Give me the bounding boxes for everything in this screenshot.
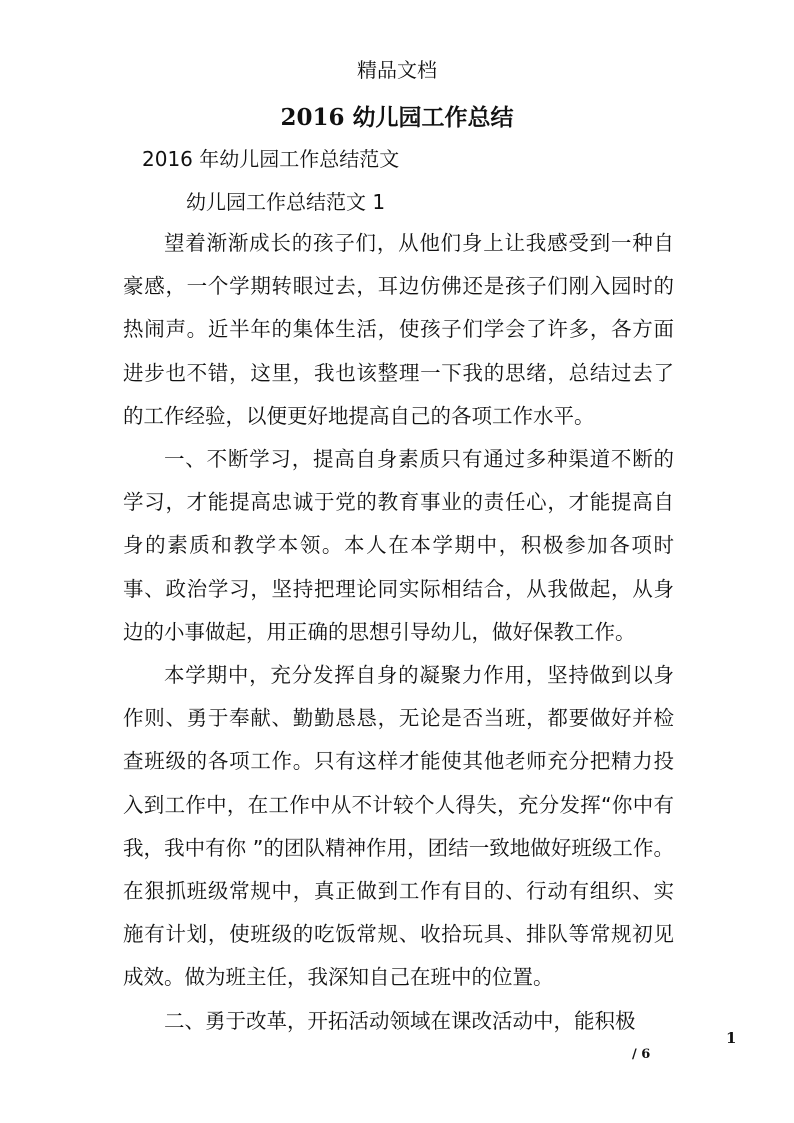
body-paragraph: 本学期中，充分发挥自身的凝聚力作用，坚持做到以身作则、勇于奉献、勤勤恳恳，无论是否当班，都要做好并检查班级的各项工作。只有这样才能使其他老师充分把精力投入到工作中，在工作中从不计较个人得失，充分发挥“你中有我，我中有你 ”的团队精神作用，团结一致地做好班级工作。在狠抓班级常规中，真正做到工作有目的、行动有组织、实施有计划，使班级的吃饭常规、收拾玩具、排队等常规初见成效。做为班主任，我深知自己在班中的位置。 bbox=[123, 663, 674, 990]
document-subtitle: 2016 年幼儿园工作总结范文 bbox=[142, 147, 400, 171]
document-body bbox=[123, 222, 674, 1043]
section-heading: 幼儿园工作总结范文 1 bbox=[186, 190, 386, 214]
body-paragraph: 二、勇于改革，开拓活动领域在课改活动中，能积极 bbox=[164, 1008, 636, 1033]
document-title: 2016 幼儿园工作总结 bbox=[280, 104, 514, 131]
body-paragraph: 望着渐渐成长的孩子们，从他们身上让我感受到一种自豪感，一个学期转眼过去，耳边仿佛还是孩子们刚入园时的热闹声。近半年的集体生活，使孩子们学会了许多，各方面进步也不错，这里，我也该整理一下我的思绪，总结过去了的工作经验，以便更好地提高自己的各项工作水平。 bbox=[123, 231, 674, 428]
page-total: / 6 bbox=[632, 1047, 651, 1062]
document-header-label: 精品文档 bbox=[357, 58, 437, 82]
page-number: 1 bbox=[726, 1029, 737, 1047]
body-paragraph: 一、不断学习，提高自身素质只有通过多种渠道不断的学习，才能提高忠诚于党的教育事业的责任心，才能提高自身的素质和教学本领。本人在本学期中，积极参加各项时事、政治学习，坚持把理论同实际相结合，从我做起，从身边的小事做起，用正确的思想引导幼儿，做好保教工作。 bbox=[123, 447, 674, 644]
